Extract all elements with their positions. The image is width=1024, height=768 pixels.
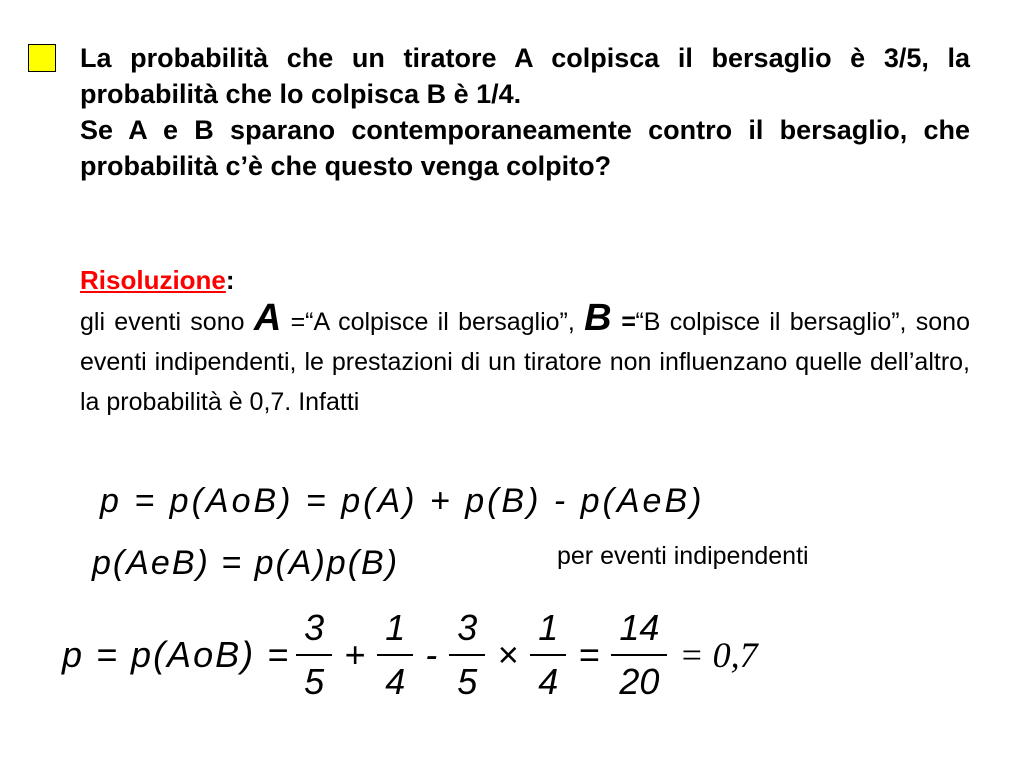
event-b-symbol: B [584,297,612,339]
solution-title: Risoluzione [80,265,226,295]
formula-union: p = p(AoB) = p(A) + p(B) - p(AeB) [100,482,705,520]
bullet-square [28,44,56,72]
problem-line-1: La probabilità che un tiratore A colpisca il bersaglio è 3/5, la probabilità che lo colpisca B è 1/4. [80,43,970,109]
calc-lhs: p = p(AoB) = [62,634,291,675]
event-b-definition: “B colpisce il bersaglio”, sono eventi indipendenti, le prestazioni di un tiratore non influenzano quelle dell’altro, la probabilità è 0,7. Infatti [80,308,970,416]
intro-text: gli eventi sono [80,308,245,336]
times-operator: × [497,634,519,675]
fraction-numerator: 1 [530,608,566,656]
problem-line-2: Se A e B sparano contemporaneamente contro il bersaglio, che probabilità c’è che questo venga colpito? [80,115,970,181]
fraction-14-20 [611,608,667,702]
solution-heading [80,262,235,298]
calc-result: = 0,7 [679,635,758,675]
problem-statement [80,40,970,184]
formula-note: per eventi indipendenti [557,542,809,570]
fraction-1-4-b [530,608,566,702]
fraction-denominator: 5 [457,661,478,702]
formula-intersection: p(AeB) = p(A)p(B) [92,544,400,582]
plus-operator: + [344,634,366,675]
event-a-definition: =“A colpisce il bersaglio”, [290,308,575,336]
event-b-equals: = [620,308,636,336]
fraction-denominator: 4 [538,661,559,702]
equals-operator: = [578,634,600,675]
fraction-denominator: 5 [304,661,325,702]
minus-operator: - [425,634,438,675]
fraction-denominator: 4 [385,661,406,702]
fraction-3-5-b [449,608,485,702]
solution-colon: : [225,265,235,295]
fraction-3-5-a [296,608,332,702]
fraction-numerator: 3 [296,608,332,656]
fraction-numerator: 1 [377,608,413,656]
fraction-numerator: 3 [449,608,485,656]
solution-body [80,297,970,422]
formula-calculation [62,600,764,710]
fraction-denominator: 20 [619,661,660,702]
fraction-numerator: 14 [611,608,667,656]
fraction-1-4-a [377,608,413,702]
event-a-symbol: A [253,297,282,339]
